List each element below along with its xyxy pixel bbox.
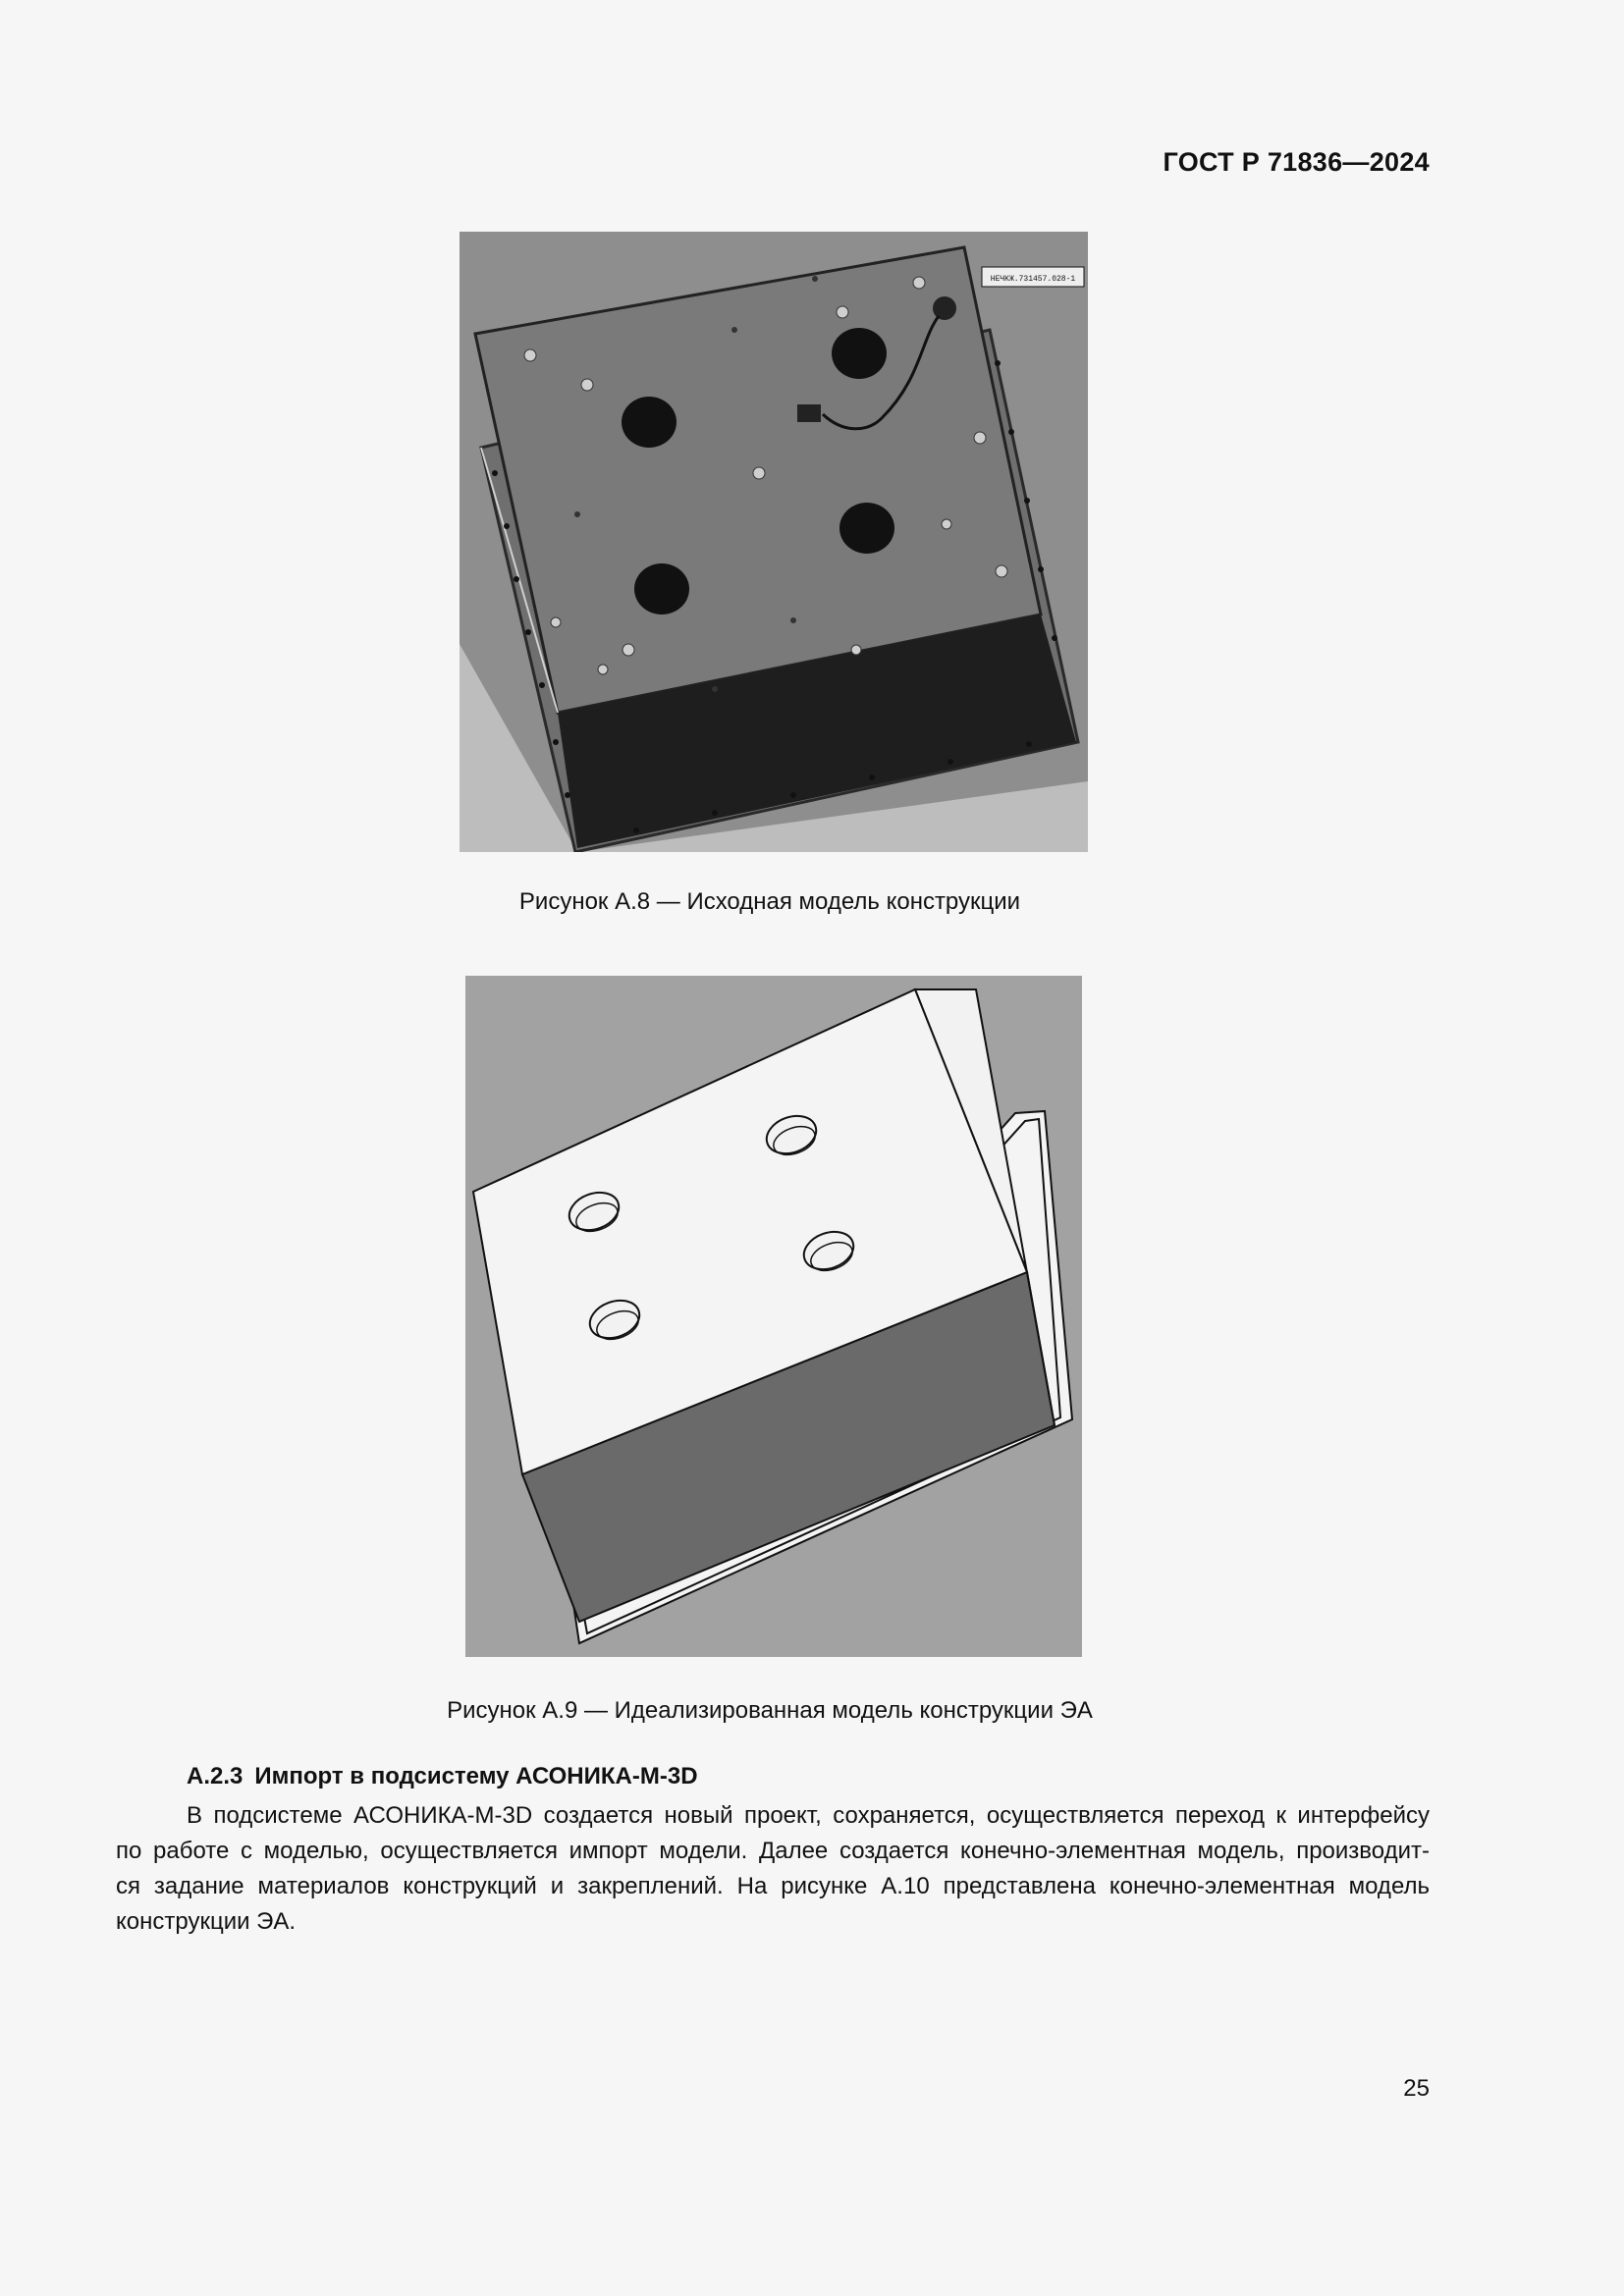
document-code: ГОСТ Р 71836—2024	[1163, 147, 1430, 177]
paragraph-line: В подсистеме АСОНИКА-М-3D создается новый проект, сохраняется, осуществляется переход к интерфейсу	[187, 1802, 1430, 1829]
figure-a9-image	[465, 976, 1082, 1657]
section-number: А.2.3	[187, 1763, 244, 1789]
figure-a8-caption: Рисунок А.8 — Исходная модель конструкции	[518, 888, 1021, 915]
page-number: 25	[1403, 2075, 1430, 2102]
section-title: Импорт в подсистему АСОНИКА-М-3D	[254, 1763, 698, 1789]
section-paragraph	[116, 1798, 1430, 1940]
paragraph-line: по работе с моделью, осуществляется импорт модели. Далее создается конечно-элементная модель, производит-	[116, 1838, 1430, 1864]
figure-a9-caption: Рисунок А.9 — Идеализированная модель конструкции ЭА	[447, 1697, 1093, 1724]
figure-a8-image	[460, 232, 1088, 852]
paragraph-line: ся задание материалов конструкций и закреплений. На рисунке А.10 представлена конечно-элементная модель	[116, 1873, 1430, 1899]
figure-a8-plate-label: НЕЧКЖ.731457.028-1	[990, 275, 1076, 284]
paragraph-line: конструкции ЭА.	[116, 1908, 297, 1935]
section-heading	[187, 1763, 698, 1790]
